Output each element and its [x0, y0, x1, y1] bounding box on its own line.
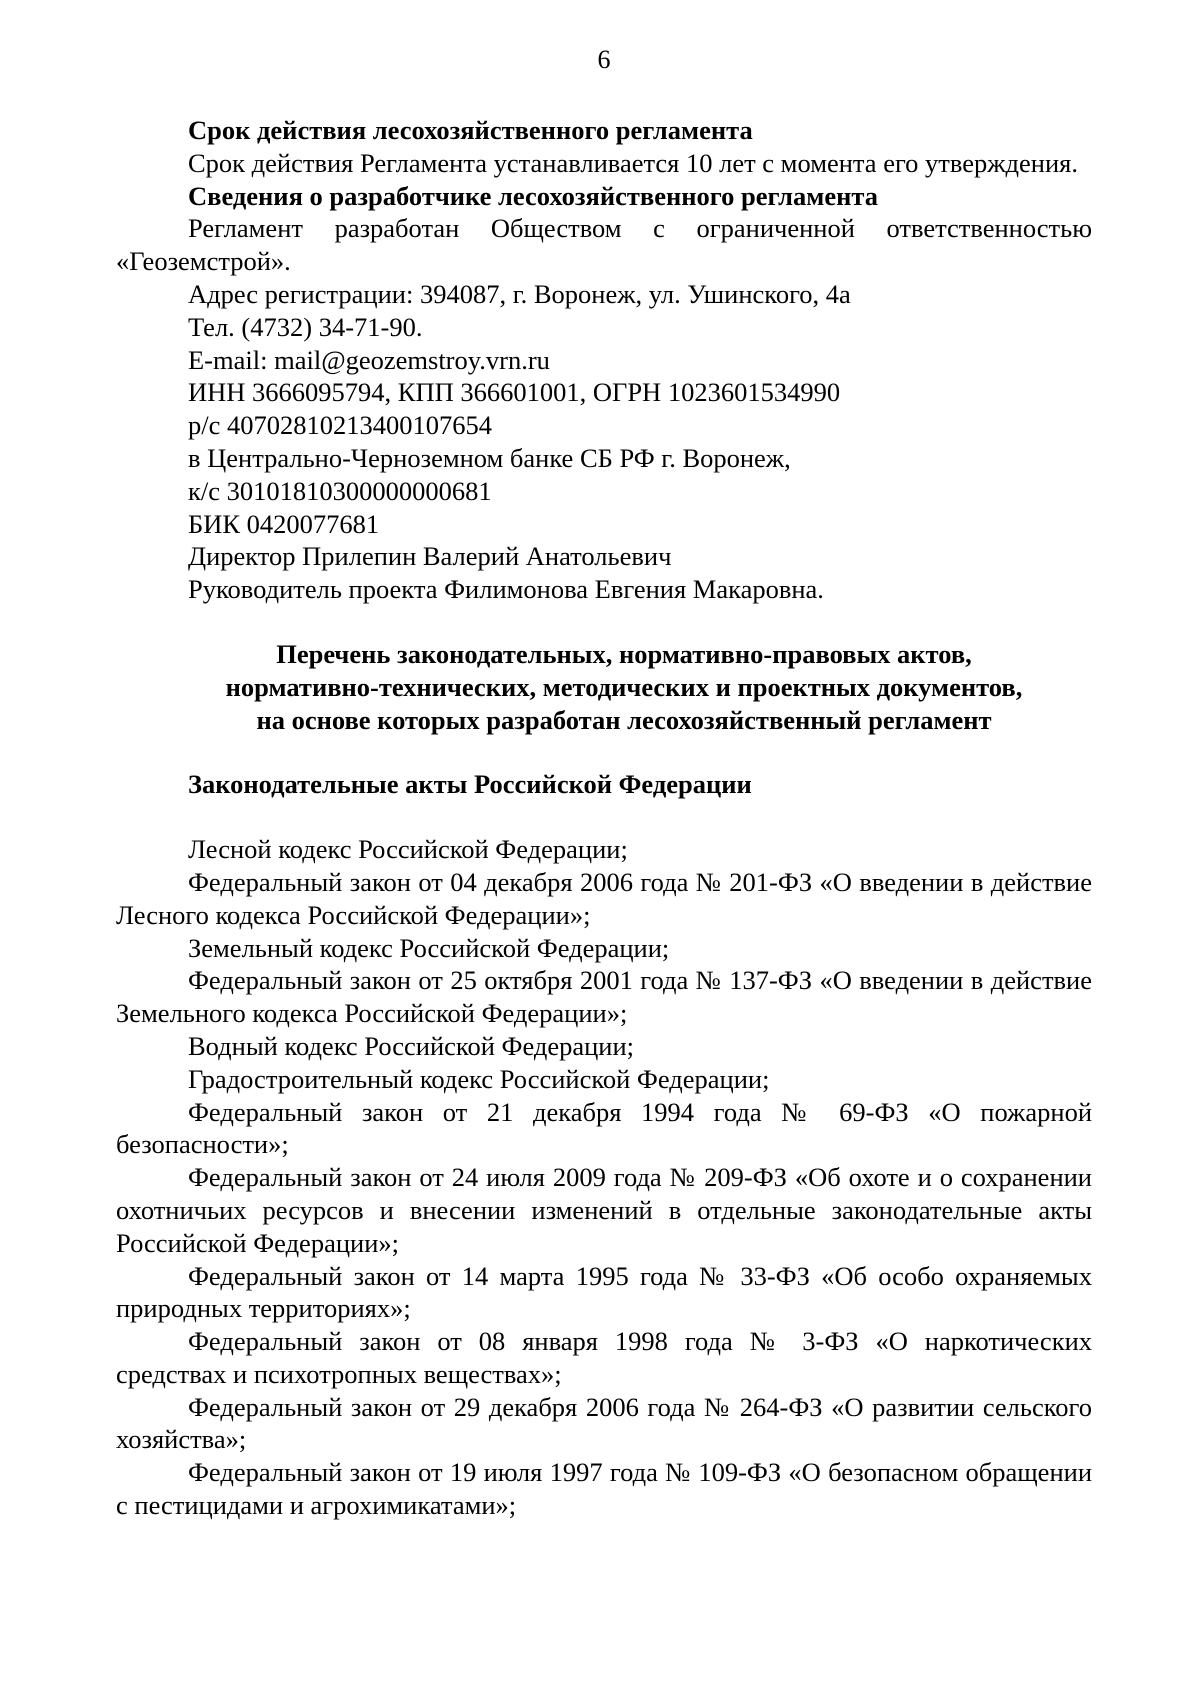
developer-heading: Сведения о разработчике лесохозяйственного регламента — [188, 180, 878, 211]
developer-address: Адрес регистрации: 394087, г. Воронеж, ул. Ушинского, 4а — [188, 278, 851, 309]
list-item: Федеральный закон от 08 января 1998 года № 3-ФЗ «О наркотических средствах и психотропных веществах»; — [116, 1326, 1092, 1389]
developer-intro: Регламент разработан Обществом с ограниченной ответственностью «Геоземстрой». — [116, 213, 1092, 277]
developer-bik: БИК 0420077681 — [188, 508, 380, 539]
validity-heading: Срок действия лесохозяйственного регламента — [188, 115, 753, 145]
page-number: 6 — [597, 45, 611, 74]
validity-text: Срок действия Регламента устанавливается 10 лет с момента его утверждения. — [188, 147, 1078, 178]
developer-corr-account: к/с 30101810300000000681 — [188, 475, 492, 506]
list-item: Федеральный закон от 24 июля 2009 года № 209-ФЗ «Об охоте и о сохранении охотничьих ресурсов и внесении изменений в отдельные законодательные акты Российской Федерации»; — [116, 1162, 1092, 1258]
developer-email: E-mail: mail@geozemstroy.vrn.ru — [188, 344, 550, 375]
list-heading-line-3: на основе которых разработан лесохозяйственный регламент — [256, 704, 992, 735]
developer-director: Директор Прилепин Валерий Анатольевич — [188, 541, 672, 572]
developer-manager: Руководитель проекта Филимонова Евгения Макаровна. — [188, 574, 824, 605]
list-item: Градостроительный кодекс Российской Федерации; — [188, 1063, 770, 1094]
spacer — [116, 736, 1092, 768]
list-item: Федеральный закон от 21 декабря 1994 года № 69-ФЗ «О пожарной безопасности»; — [116, 1096, 1092, 1160]
laws-list — [116, 833, 1092, 1522]
developer-inn: ИНН 3666095794, КПП 366601001, ОГРН 1023601534990 — [188, 377, 841, 408]
list-item: Лесной кодекс Российской Федерации; — [188, 834, 628, 865]
list-item: Федеральный закон от 19 июля 1997 года № 109-ФЗ «О безопасном обращении с пестицидами и агрохимикатами»; — [116, 1457, 1092, 1521]
list-heading-line-2: нормативно-технических, методических и проектных документов, — [225, 671, 1023, 702]
developer-account: р/с 40702810213400107654 — [188, 410, 492, 441]
developer-phone: Тел. (4732) 34-71-90. — [188, 311, 423, 342]
list-item: Водный кодекс Российской Федерации; — [188, 1030, 635, 1061]
list-item: Земельный кодекс Российской Федерации; — [188, 932, 670, 963]
list-heading-line-1: Перечень законодательных, нормативно-правовых актов, — [276, 638, 972, 669]
laws-heading: Законодательные акты Российской Федерации — [188, 769, 752, 800]
list-item: Федеральный закон от 25 октября 2001 года № 137-ФЗ «О введении в действие Земельного кодекса Российской Федерации»; — [116, 965, 1092, 1029]
list-item: Федеральный закон от 29 декабря 2006 года № 264-ФЗ «О развитии сельского хозяйства»; — [116, 1391, 1092, 1455]
developer-bank: в Центрально-Черноземном банке СБ РФ г. Воронеж, — [188, 442, 791, 473]
spacer — [116, 606, 1092, 638]
document-body — [116, 114, 1092, 1522]
spacer — [116, 801, 1092, 833]
list-item: Федеральный закон от 04 декабря 2006 года № 201-ФЗ «О введении в действие Лесного кодекса Российской Федерации»; — [116, 866, 1092, 930]
list-item: Федеральный закон от 14 марта 1995 года № 33-ФЗ «Об особо охраняемых природных территориях»; — [116, 1260, 1092, 1324]
